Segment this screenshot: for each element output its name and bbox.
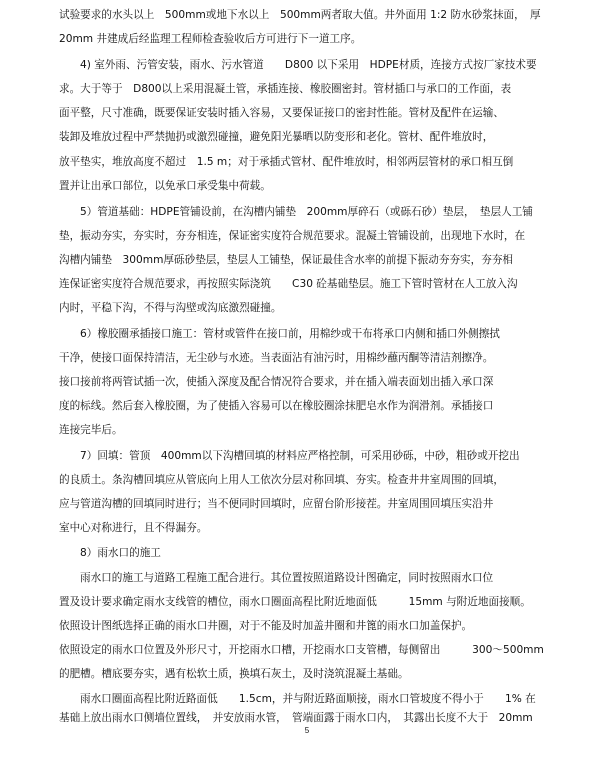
- text-line: 装卸及堆放过程中严禁抛扔或激烈碰撞，避免阳光暴晒以防变形和老化。管材、配件堆放时，: [59, 131, 494, 143]
- text-line: 的肥槽。槽底要夯实，遇有松软土质，换填石灰土，及时浇筑混凝土基础。: [59, 668, 409, 680]
- page-number: 5: [304, 726, 310, 735]
- text-line: 20mm 井建成后经监理工程师检查验收后方可进行下一道工序。: [59, 33, 362, 45]
- text-line: 应与管道沟槽的回填同时进行；当不便同时回填时，应留台阶形接茬。井室周围回填压实沿井: [59, 498, 494, 510]
- text-line: 连保证密实度符合规范要求，再按照实际浇筑 C30 砼基础垫层。施工下管时管材在人工放入沟: [59, 278, 518, 290]
- text-line: 垫，振动夯实，夯实时，夯夯相连，保证密实度符合规范要求。混凝土管铺设前，出现地下水时，在: [59, 230, 526, 242]
- text-line: 的良质土。条沟槽回填应从管底向上用人工依次分层对称回填、夯实。检查井井室周围的回填，: [59, 474, 504, 486]
- text-line: 置及设计要求确定雨水支线管的槽位，雨水口圈面高程比附近地面低 15mm 与附近地面接顺。: [59, 596, 531, 608]
- section-4-heading-line: 4) 室外雨、污管安装，雨水、污水管道 D800 以下采用 HDPE材质，连接方式按厂家技术要: [80, 59, 537, 71]
- text-line: 度的标线。然后套入橡胶圈，为了使插入容易可以在橡胶圈涂抹肥皂水作为润滑剂。承插接口: [59, 400, 494, 412]
- text-line: 沟槽内铺垫 300mm厚砾砂垫层，垫层人工铺垫，保证最佳含水率的前提下振动夯夯实，夯夯相: [59, 254, 514, 266]
- text-line: 面平整，尺寸准确，既要保证安装时插入容易，又要保证接口的密封性能。管材及配件在运输、: [59, 107, 504, 119]
- text-line: 内时，平稳下沟，不得与沟壁或沟底激烈碰撞。: [59, 302, 282, 314]
- section-6-heading-line: 6）橡胶圈承插接口施工：管材或管件在接口前，用棉纱或干布将承口内侧和插口外侧擦拭: [80, 328, 500, 340]
- text-line: 雨水口的施工与道路工程施工配合进行。其位置按照道路设计图确定，同时按照雨水口位: [80, 572, 494, 584]
- section-5-heading-line: 5）管道基础：HDPE管铺设前，在沟槽内铺垫 200mm厚碎石（或砾石砂）垫层， 垫层人工铺: [80, 206, 533, 218]
- text-line: 连接完毕后。: [59, 424, 123, 436]
- text-line: 置并让出承口部位，以免承口承受集中荷载。: [59, 180, 271, 192]
- text-line: 依照设定的雨水口位置及外形尺寸，开挖雨水口槽，开挖雨水口支管槽，每侧留出 300～500mm: [59, 644, 544, 656]
- text-line: 接口接前将两管试插一次，使插入深度及配合情况符合要求，并在插入端表面划出插入承口深: [59, 376, 494, 388]
- text-line: 基础上放出雨水口侧墙位置线， 并安放雨水管， 管端面露于雨水口内， 其露出长度不大于 20mm: [59, 712, 533, 724]
- section-8-heading: 8）雨水口的施工: [80, 547, 161, 559]
- text-line: 试验要求的水头以上 500mm或地下水以上 500mm两者取大值。井外面用 1:2 防水砂浆抹面， 厚: [59, 9, 541, 21]
- text-line: 室中心对称进行，且不得漏夯。: [59, 522, 208, 534]
- text-line: 干净，使接口面保持清洁，无尘砂与水迹。当表面沾有油污时，用棉纱蘸丙酮等清洁剂擦净。: [59, 352, 494, 364]
- text-line: 雨水口圈面高程比附近路面低 1.5cm，并与附近路面顺接，雨水口管坡度不得小于 1% 在: [80, 693, 536, 705]
- text-line: 放平垫实，堆放高度不超过 1.5 m；对于承插式管材、配件堆放时，相邻两层管材的承口相互倒: [59, 156, 514, 168]
- text-line: 依照设计图纸选择正确的雨水口井圈，对于不能及时加盖井圈和井篦的雨水口加盖保护。: [59, 620, 473, 632]
- section-7-heading-line: 7）回填：管顶 400mm以下沟槽回填的材料应严格控制，可采用砂砾，中砂，粗砂或开挖出: [80, 450, 520, 462]
- text-line: 求。大于等于 D800以上采用混凝土管，承插连接、橡胶圈密封。管材插口与承口的工作面，表: [59, 83, 512, 95]
